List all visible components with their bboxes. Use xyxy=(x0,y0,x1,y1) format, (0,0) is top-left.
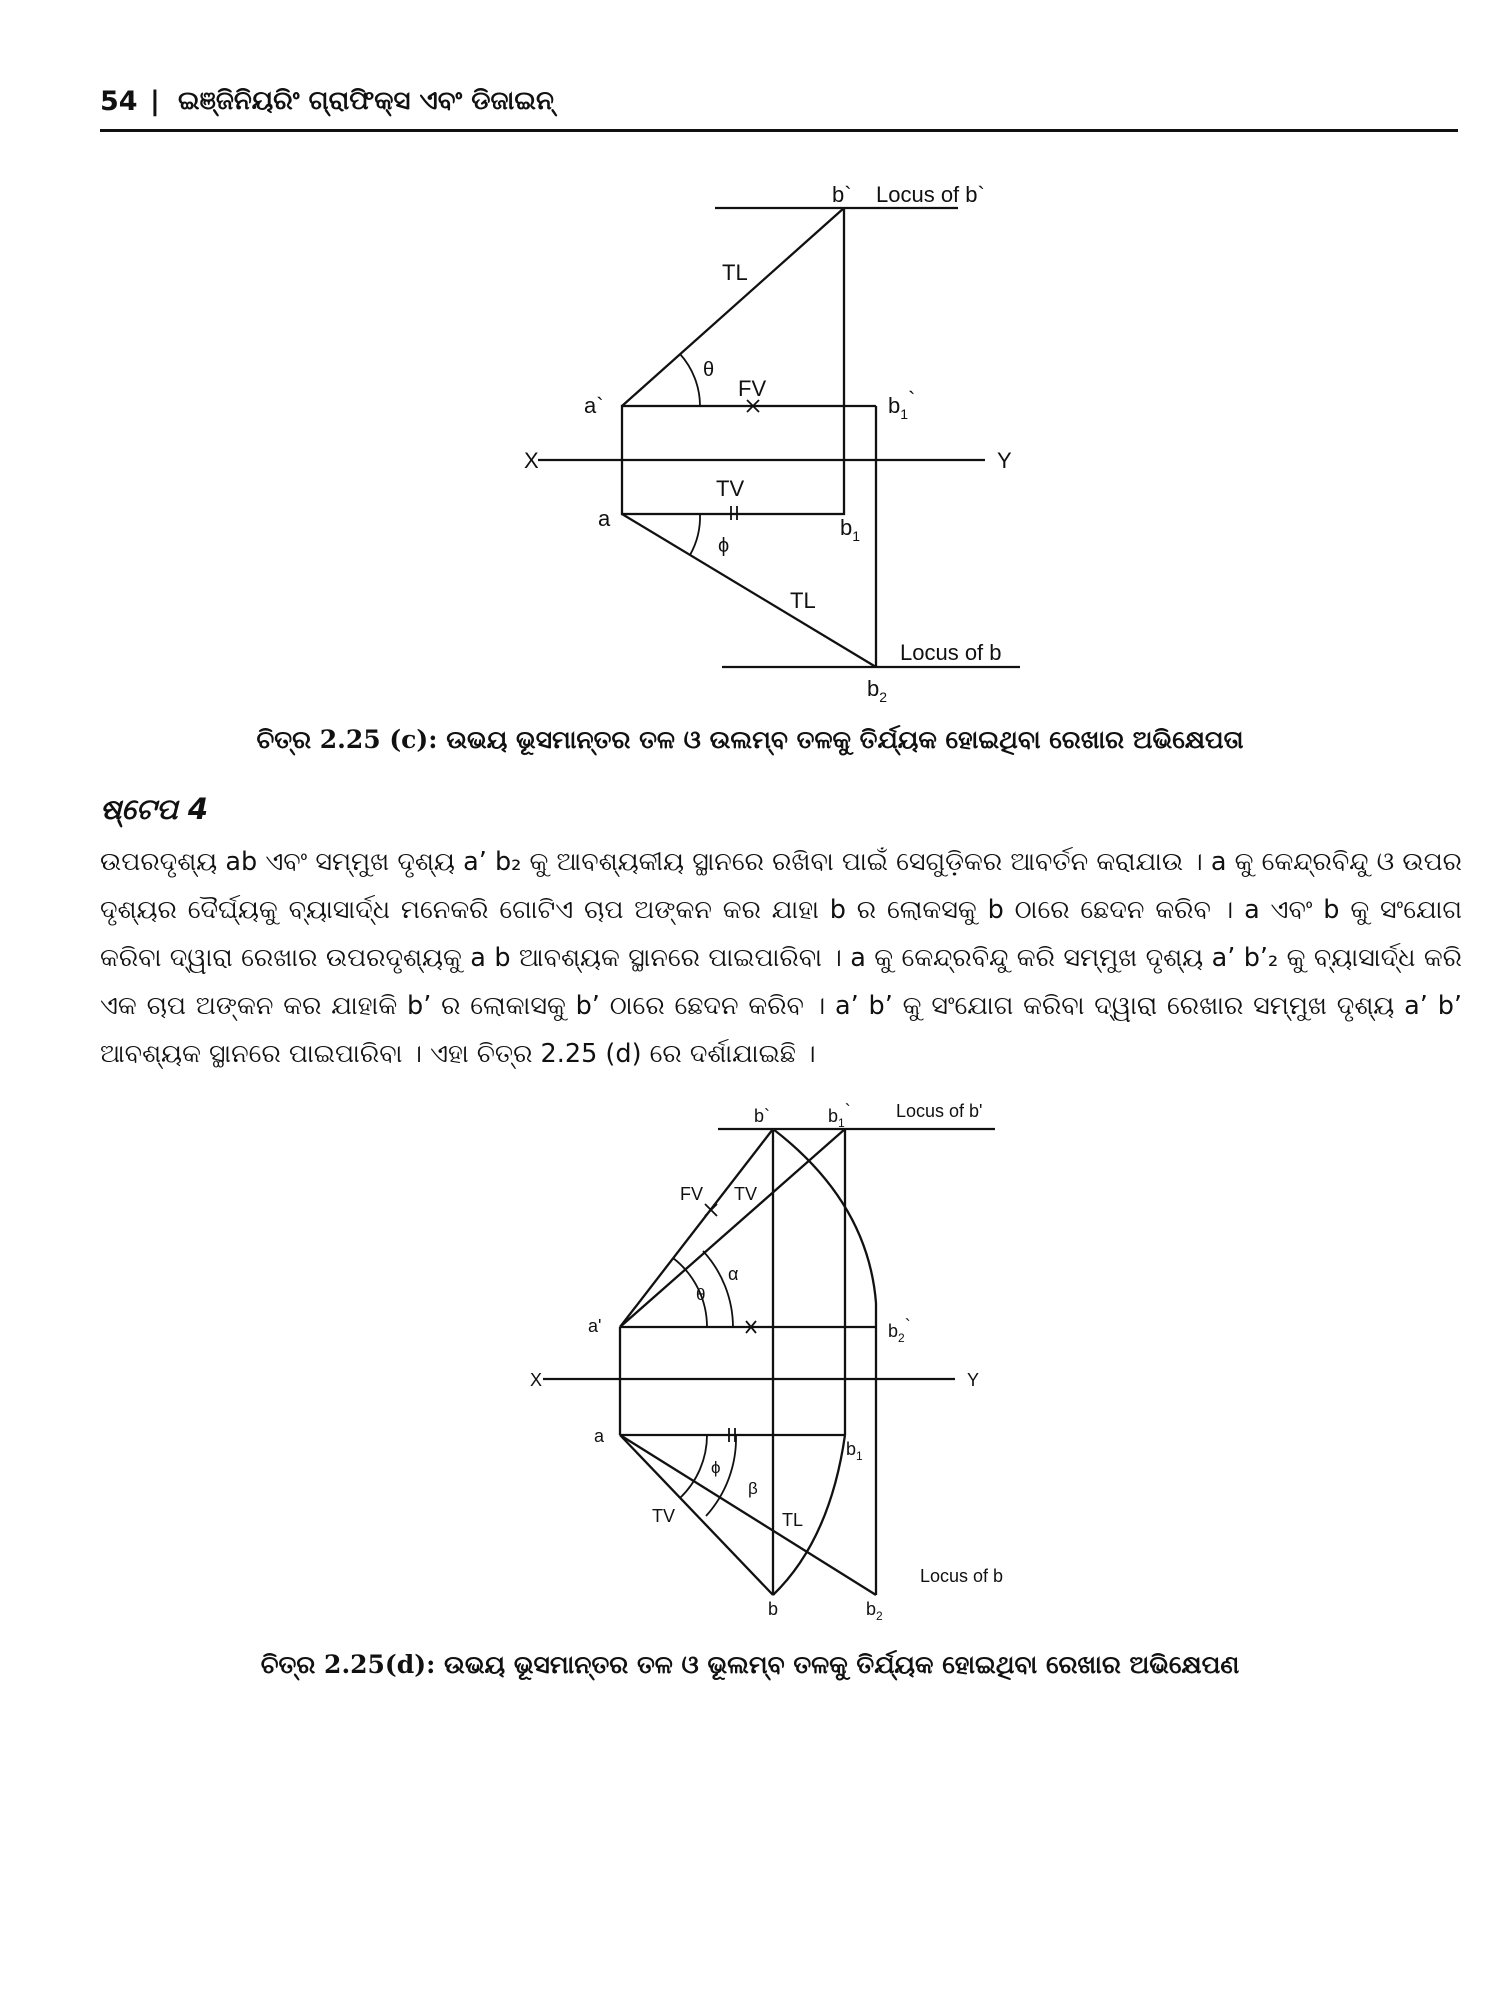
figure-d-caption-number: 2.25(d): xyxy=(324,1650,436,1679)
label-b: b xyxy=(768,1599,779,1619)
label-phi: ϕ xyxy=(718,535,730,557)
label-a: a xyxy=(594,1426,605,1446)
phi-arc xyxy=(690,514,700,555)
page-number: 54 xyxy=(100,86,138,117)
figure-d-caption-text: ଉଭୟ ଭୂସମାନ୍ତର ତଳ ଓ ଭୂଲମ୍ବ ତଳକୁ ତିର୍ଯ୍ୟକ ହୋଇଥିବା ରେଖାର ଅଭିକ୍ଷେପଣ xyxy=(444,1650,1240,1679)
label-tl-bottom: TL xyxy=(790,588,816,613)
header-separator: | xyxy=(150,86,160,117)
phi-arc xyxy=(680,1435,707,1498)
theta-arc xyxy=(680,354,700,406)
label-tv-top: TV xyxy=(734,1184,758,1204)
label-phi: ϕ xyxy=(711,1458,721,1477)
label-b2: $b_2$ xyxy=(866,1599,883,1623)
body-paragraph-text: ଉପରଦୃଶ୍ୟ ab ଏବଂ ସମ୍ମୁଖ ଦୃଶ୍ୟ a’ b₂ କୁ ଆବଶ୍ୟକୀୟ ସ୍ଥାନରେ ରଖିବା ପାଇଁ ସେଗୁଡ଼ିକର ଆବର୍ତନ କରାଯାଉ । a କୁ କେନ୍ଦ୍ରବିନ୍ଦୁ ଓ ଉପର ଦୃଶ୍ୟର ଦୈର୍ଘ୍ୟକୁ ବ୍ୟାସାର୍ଦ୍ଧ ମନେକରି ଗୋଟିଏ ଚାପ ଅଙ୍କନ କର ଯାହା b ର ଲୋକସକୁ b ଠାରେ ଛେଦନ କରିବ । a ଏବଂ b କୁ ସଂଯୋଗ କରିବା ଦ୍ୱାରା ରେଖାର ଉପରଦୃଶ୍ୟକୁ a b ଆବଶ୍ୟକ ସ୍ଥାନରେ ପାଇପାରିବା । a କୁ କେନ୍ଦ୍ରବିନ୍ଦୁ କରି ସମ୍ମୁଖ ଦୃଶ୍ୟ a’ b’₂ କୁ ବ୍ୟାସାର୍ଦ୍ଧ କରି ଏକ ଚାପ ଅଙ୍କନ କର ଯାହାକି b’ ର ଲୋକାସକୁ b’ ଠାରେ ଛେଦନ କରିବ । a’ b’ କୁ ସଂଯୋଗ କରିବା ଦ୍ୱାରା ରେଖାର ସମ୍ମୁଖ ଦୃଶ୍ୟ a’ b’ ଆବଶ୍ୟକ ସ୍ଥାନରେ ପାଇପାରିବା । ଏହା ଚିତ୍ର 2.25 (d) ରେ ଦର୍ଶାଯାଇଛି । xyxy=(100,847,1462,1069)
label-beta: β xyxy=(748,1479,758,1498)
label-b2-dash: $b_2`$ xyxy=(888,1316,911,1345)
label-b2: $b_2$ xyxy=(867,676,888,705)
label-y: Y xyxy=(967,1370,980,1390)
book-title: ଇଞ୍ଜିନିୟରିଂ ଗ୍ରାଫିକ୍ସ ଏବଂ ଡିଜାଇନ୍ xyxy=(178,86,554,116)
figure-c-caption xyxy=(0,725,1500,755)
label-locus-b: Locus of b xyxy=(900,640,1002,665)
label-theta: θ xyxy=(703,359,715,381)
label-theta: θ xyxy=(696,1285,706,1304)
label-b1: $b_1$ xyxy=(840,515,861,544)
label-tv: TV xyxy=(716,476,745,501)
label-tv-bottom: TV xyxy=(652,1506,676,1526)
figure-2-25-d xyxy=(0,1080,1500,1640)
label-alpha: α xyxy=(728,1264,739,1284)
label-b-dash: b` xyxy=(754,1106,771,1126)
figure-c-caption-number: 2.25 (c): xyxy=(319,725,438,754)
label-tl-top: TL xyxy=(722,260,748,285)
label-y: Y xyxy=(997,448,1012,473)
label-x: X xyxy=(530,1370,543,1390)
body-paragraph xyxy=(100,838,1462,1078)
label-a: a xyxy=(598,506,611,531)
label-b1-dash: $b_1`$ xyxy=(828,1101,851,1130)
label-a-dash: a' xyxy=(588,1316,602,1336)
label-locus-b-dash: Locus of b` xyxy=(876,182,985,207)
label-b1: $b_1$ xyxy=(846,1439,863,1463)
figure-2-25-c xyxy=(0,0,1500,720)
figure-d-caption-label: ଚିତ୍ର xyxy=(260,1650,316,1679)
figure-c-caption-text: ଉଭୟ ଭୂସମାନ୍ତର ତଳ ଓ ଉଲମ୍ବ ତଳକୁ ତିର୍ଯ୍ୟକ ହୋଇଥିବା ରେଖାର ଅଭିକ୍ଷେପତା xyxy=(446,725,1244,754)
label-a-dash: a` xyxy=(584,393,604,418)
alpha-arc xyxy=(703,1251,733,1327)
label-b-dash: b` xyxy=(832,182,852,207)
label-b1-dash: $b_1`$ xyxy=(888,387,916,422)
front-arc xyxy=(773,1129,876,1303)
label-fv: FV xyxy=(738,376,767,401)
true-length-top-line xyxy=(622,514,876,667)
label-locus-b: Locus of b xyxy=(920,1566,1004,1586)
label-x: X xyxy=(524,448,539,473)
label-tl: TL xyxy=(782,1510,804,1530)
tv-rotated-front-line xyxy=(620,1129,845,1327)
step-heading: ଷ୍ଟେପ 4 xyxy=(100,792,208,826)
figure-c-caption-label: ଚିତ୍ର xyxy=(256,725,312,754)
figure-d-caption xyxy=(0,1650,1500,1680)
label-fv: FV xyxy=(680,1184,704,1204)
label-locus-b-dash: Locus of b' xyxy=(896,1101,983,1121)
true-length-front-line xyxy=(622,208,844,406)
